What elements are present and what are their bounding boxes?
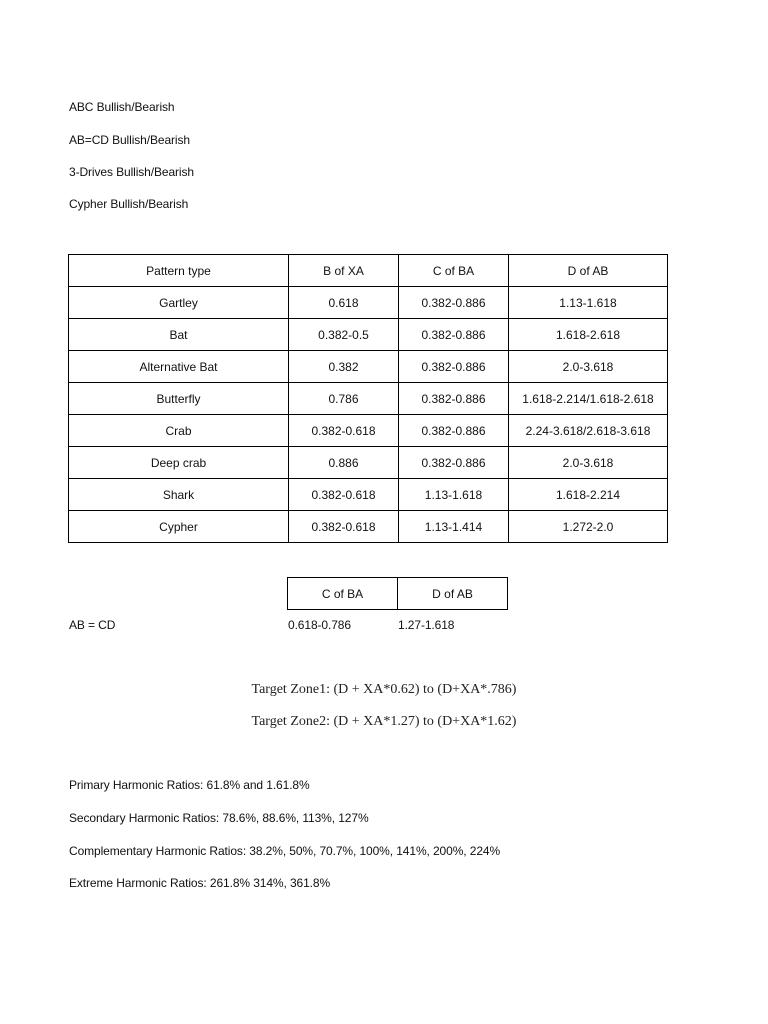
- cell-d-of-ab: 2.0-3.618: [509, 447, 668, 479]
- table-row: [69, 447, 668, 479]
- cell-d-of-ab: 1.618-2.618: [509, 319, 668, 351]
- abcd-table: [287, 577, 508, 610]
- cell-d-of-ab: 2.24-3.618/2.618-3.618: [509, 415, 668, 447]
- cell-pattern: Gartley: [69, 287, 289, 319]
- target-zone-2: Target Zone2: (D + XA*1.27) to (D+XA*1.62): [251, 714, 517, 729]
- cell-c-of-ba: 1.13-1.414: [399, 511, 509, 543]
- table-header-row: [69, 255, 668, 287]
- table-row: [69, 415, 668, 447]
- cell-pattern: Deep crab: [69, 447, 289, 479]
- cell-d-of-ab: 1.618-2.214/1.618-2.618: [509, 383, 668, 415]
- pattern-list-item: AB=CD Bullish/Bearish: [69, 133, 190, 147]
- pattern-list-item: 3-Drives Bullish/Bearish: [69, 165, 194, 179]
- abcd-label: AB = CD: [69, 618, 116, 632]
- cell-b-of-xa: 0.382-0.5: [289, 319, 399, 351]
- pattern-list-item: ABC Bullish/Bearish: [69, 100, 175, 114]
- cell-c-of-ba: 0.382-0.886: [399, 415, 509, 447]
- cell-pattern: Bat: [69, 319, 289, 351]
- cell-d-of-ab: 1.618-2.214: [509, 479, 668, 511]
- table-row: [69, 319, 668, 351]
- cell-d-of-ab: 1.13-1.618: [509, 287, 668, 319]
- cell-pattern: Crab: [69, 415, 289, 447]
- cell-b-of-xa: 0.786: [289, 383, 399, 415]
- primary-ratios: Primary Harmonic Ratios: 61.8% and 1.61.8%: [69, 778, 310, 792]
- header-pattern-type: Pattern type: [69, 255, 289, 287]
- table-row: [69, 383, 668, 415]
- cell-c-of-ba: 0.382-0.886: [399, 351, 509, 383]
- table-row: [69, 479, 668, 511]
- secondary-ratios: Secondary Harmonic Ratios: 78.6%, 88.6%, 113%, 127%: [69, 811, 369, 825]
- header-c-of-ba: C of BA: [288, 578, 398, 610]
- cell-pattern: Cypher: [69, 511, 289, 543]
- cell-c-of-ba: 1.13-1.618: [399, 479, 509, 511]
- pattern-list-item: Cypher Bullish/Bearish: [69, 197, 189, 211]
- cell-d-of-ab: 2.0-3.618: [509, 351, 668, 383]
- cell-pattern: Butterfly: [69, 383, 289, 415]
- header-c-of-ba: C of BA: [399, 255, 509, 287]
- cell-b-of-xa: 0.382-0.618: [289, 511, 399, 543]
- abcd-c-of-ba-value: 0.618-0.786: [288, 618, 351, 632]
- cell-c-of-ba: 0.382-0.886: [399, 447, 509, 479]
- table-row: [69, 287, 668, 319]
- header-d-of-ab: D of AB: [398, 578, 508, 610]
- complementary-ratios: Complementary Harmonic Ratios: 38.2%, 50%, 70.7%, 100%, 141%, 200%, 224%: [69, 844, 501, 858]
- cell-b-of-xa: 0.886: [289, 447, 399, 479]
- header-b-of-xa: B of XA: [289, 255, 399, 287]
- table-header-row: [288, 578, 508, 610]
- table-row: [69, 511, 668, 543]
- cell-c-of-ba: 0.382-0.886: [399, 319, 509, 351]
- cell-pattern: Alternative Bat: [69, 351, 289, 383]
- cell-b-of-xa: 0.382: [289, 351, 399, 383]
- harmonic-pattern-table: [68, 254, 668, 543]
- cell-pattern: Shark: [69, 479, 289, 511]
- header-d-of-ab: D of AB: [509, 255, 668, 287]
- cell-b-of-xa: 0.382-0.618: [289, 479, 399, 511]
- cell-b-of-xa: 0.618: [289, 287, 399, 319]
- cell-c-of-ba: 0.382-0.886: [399, 383, 509, 415]
- cell-c-of-ba: 0.382-0.886: [399, 287, 509, 319]
- abcd-d-of-ab-value: 1.27-1.618: [398, 618, 455, 632]
- table-row: [69, 351, 668, 383]
- target-zone-1: Target Zone1: (D + XA*0.62) to (D+XA*.786): [251, 682, 517, 697]
- cell-b-of-xa: 0.382-0.618: [289, 415, 399, 447]
- extreme-ratios: Extreme Harmonic Ratios: 261.8% 314%, 361.8%: [69, 876, 331, 890]
- cell-d-of-ab: 1.272-2.0: [509, 511, 668, 543]
